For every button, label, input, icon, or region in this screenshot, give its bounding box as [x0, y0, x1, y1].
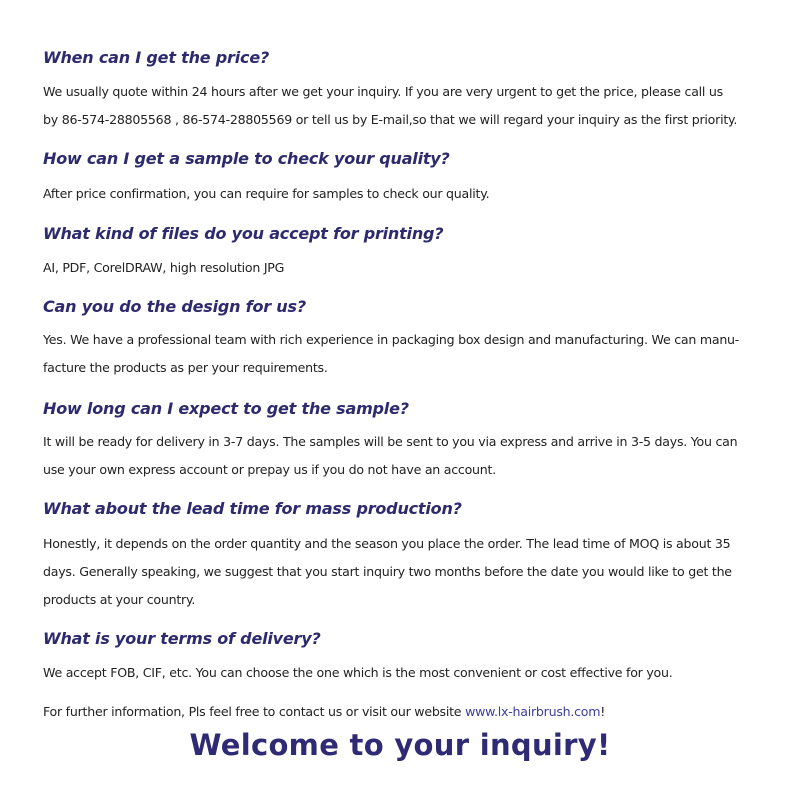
- faq-answer-delivery: [43, 659, 763, 687]
- answer-line: use your own express account or prepay us if you do not have an account.: [43, 462, 496, 477]
- faq-answer-lead-time: [43, 530, 763, 614]
- faq-question-lead-time: What about the lead time for mass production?: [43, 499, 462, 518]
- answer-line: We accept FOB, CIF, etc. You can choose the one which is the most convenient or cost effective for you.: [43, 665, 673, 680]
- contact-text: For further information, Pls feel free to contact us or visit our website: [43, 704, 466, 719]
- answer-line: days. Generally speaking, we suggest that you start inquiry two months before the date you would like to get the: [43, 564, 732, 579]
- faq-question-sample: How can I get a sample to check your quality?: [43, 149, 450, 168]
- answer-line: We usually quote within 24 hours after we get your inquiry. If you are very urgent to get the price, please call us: [43, 84, 723, 99]
- answer-line: It will be ready for delivery in 3-7 days. The samples will be sent to you via express and arrive in 3-5 days. You can: [43, 434, 738, 449]
- faq-answer-design: [43, 326, 763, 382]
- contact-line: [43, 698, 763, 726]
- faq-question-price: When can I get the price?: [43, 48, 270, 67]
- faq-answer-sample: [43, 180, 763, 208]
- website-link[interactable]: www.lx-hairbrush.com: [465, 704, 601, 719]
- answer-line: facture the products as per your requirements.: [43, 360, 328, 375]
- answer-line: products at your country.: [43, 592, 196, 607]
- faq-question-delivery: What is your terms of delivery?: [43, 629, 321, 648]
- welcome-banner: Welcome to your inquiry!: [189, 728, 611, 762]
- answer-line: After price confirmation, you can require for samples to check our quality.: [43, 186, 490, 201]
- faq-question-sample-time: How long can I expect to get the sample?: [43, 399, 409, 418]
- faq-answer-sample-time: [43, 428, 763, 484]
- faq-answer-files: [43, 254, 763, 282]
- faq-question-design: Can you do the design for us?: [43, 297, 306, 316]
- contact-suffix: !: [600, 704, 606, 719]
- answer-line: Yes. We have a professional team with rich experience in packaging box design and manufacturing. We can manu-: [43, 332, 740, 347]
- answer-line: Honestly, it depends on the order quantity and the season you place the order. The lead time of MOQ is about 35: [43, 536, 731, 551]
- answer-line: AI, PDF, CorelDRAW, high resolution JPG: [43, 260, 285, 275]
- answer-line: by 86-574-28805568 , 86-574-28805569 or tell us by E-mail,so that we will regard your inquiry as the first priority.: [43, 112, 738, 127]
- faq-question-files: What kind of files do you accept for printing?: [43, 224, 444, 243]
- faq-answer-price: [43, 78, 763, 134]
